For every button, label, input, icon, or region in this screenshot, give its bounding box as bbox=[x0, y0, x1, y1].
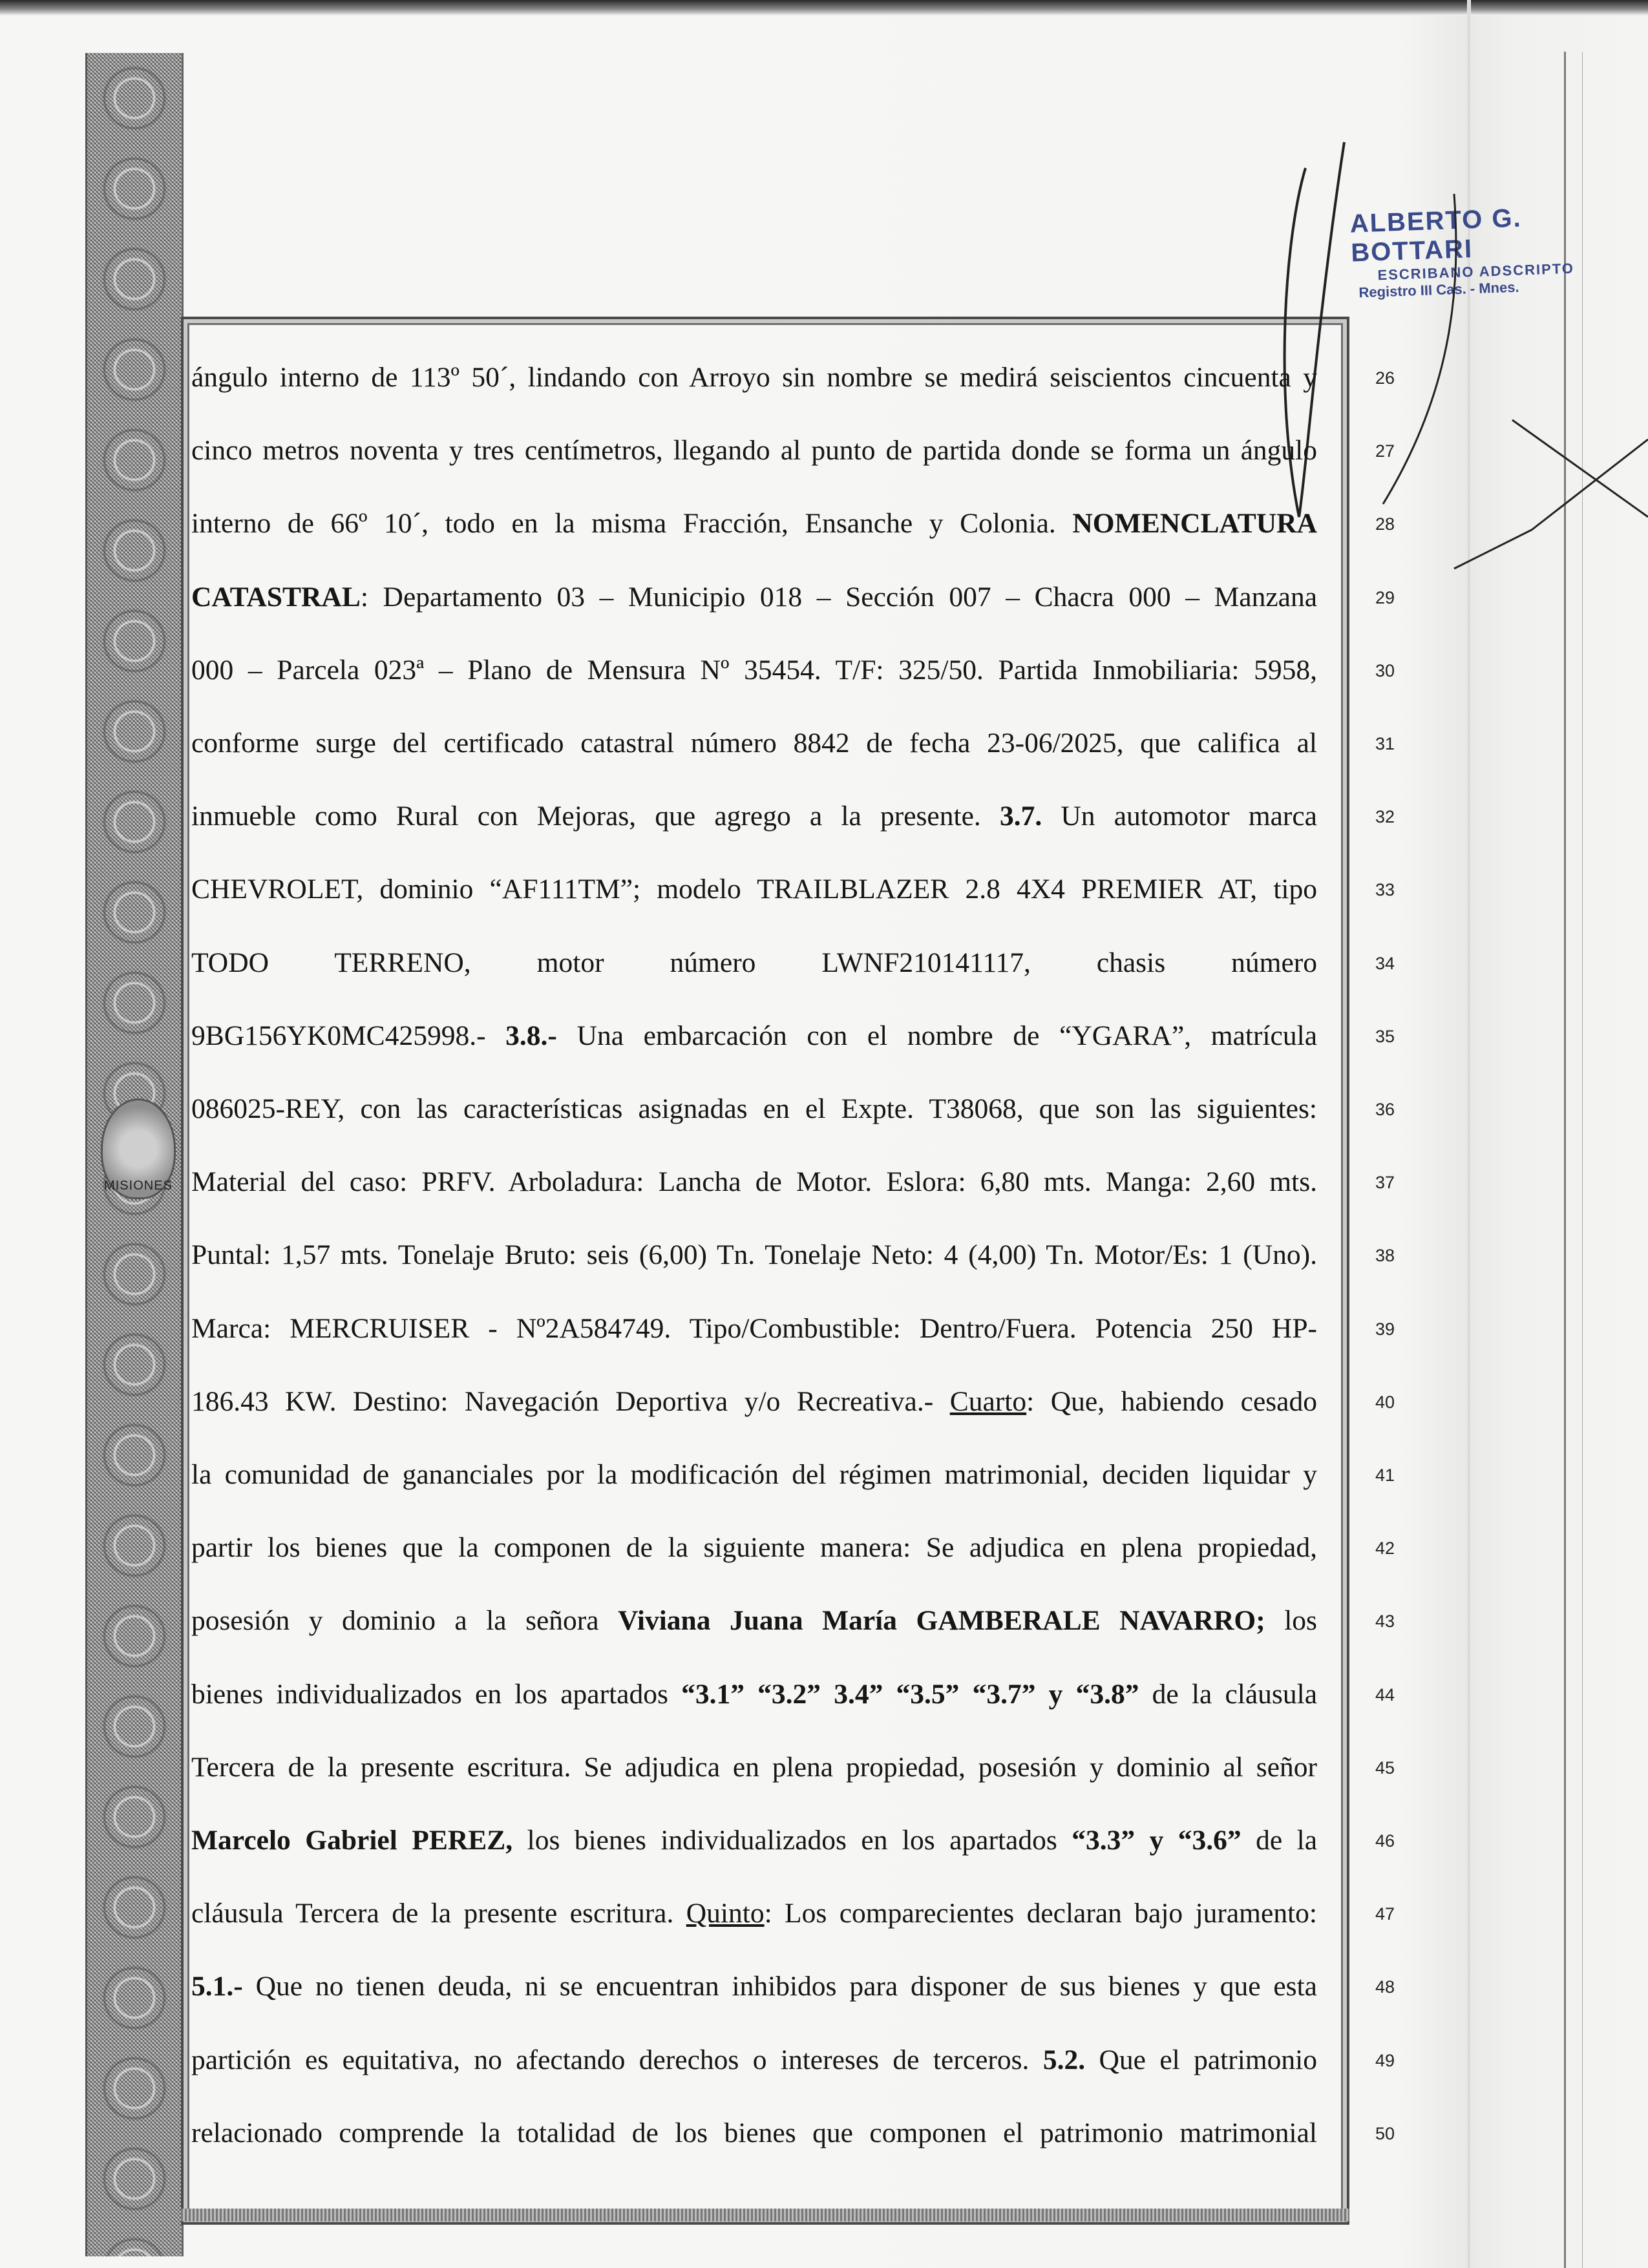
line-number: 32 bbox=[1375, 807, 1395, 827]
text-segment: Marca: MERCRUISER - Nº2A584749. Tipo/Combustible: Dentro/Fuera. Potencia 250 HP- bbox=[191, 1312, 1317, 1344]
text-line bbox=[191, 647, 1317, 693]
text-segment: Puntal: 1,57 mts. Tonelaje Bruto: seis (6,00) Tn. Tonelaje Neto: 4 (4,00) Tn. Motor/Es: 1 (Uno). bbox=[191, 1239, 1317, 1271]
text-segment: 186.43 KW. Destino: Navegación Deportiva y/o Recreativa.- bbox=[191, 1385, 950, 1417]
text-line bbox=[191, 2110, 1317, 2156]
line-number: 39 bbox=[1375, 1319, 1395, 1339]
text-segment: “3.1” “3.2” 3.4” “3.5” “3.7” y “3.8” bbox=[681, 1678, 1139, 1710]
line-number: 49 bbox=[1375, 2050, 1395, 2070]
text-segment: cláusula Tercera de la presente escritura. bbox=[191, 1898, 686, 1929]
text-segment: “3.3” y “3.6” bbox=[1072, 1825, 1241, 1856]
stamp-name: ALBERTO G. BOTTARI bbox=[1349, 204, 1523, 268]
line-number: 33 bbox=[1375, 880, 1395, 900]
text-line bbox=[191, 1524, 1317, 1571]
text-segment: : Los comparecientes declaran bajo juramento: bbox=[764, 1898, 1317, 1929]
line-number: 43 bbox=[1375, 1612, 1395, 1632]
text-segment: inmueble como Rural con Mejoras, que agrego a la presente. bbox=[191, 801, 1000, 832]
text-line bbox=[191, 940, 1317, 986]
line-number: 36 bbox=[1375, 1100, 1395, 1119]
text-segment: Cuarto bbox=[949, 1385, 1027, 1417]
text-segment: los bbox=[1265, 1605, 1317, 1637]
text-line bbox=[191, 1890, 1317, 1937]
text-line bbox=[191, 1232, 1317, 1278]
text-segment: : Departamento 03 – Municipio 018 – Sección 007 – Chacra 000 – Manzana bbox=[360, 581, 1317, 613]
text-segment: interno de 66º 10´, todo en la misma Fracción, Ensanche y Colonia. bbox=[191, 508, 1073, 540]
line-number: 38 bbox=[1375, 1246, 1395, 1266]
text-segment: Marcelo Gabriel PEREZ, bbox=[191, 1825, 513, 1856]
text-segment: CATASTRAL bbox=[191, 581, 361, 613]
text-segment: de la bbox=[1241, 1825, 1317, 1856]
line-number: 40 bbox=[1375, 1392, 1395, 1412]
line-number: 50 bbox=[1375, 2123, 1395, 2143]
stamp-registry: Registro III Cas. - Mnes. bbox=[1358, 278, 1519, 301]
text-segment: 5.1.- bbox=[191, 1971, 243, 2002]
line-number: 26 bbox=[1375, 368, 1395, 388]
text-segment: los bienes individualizados en los apartados bbox=[512, 1825, 1072, 1856]
text-segment: NOMENCLATURA bbox=[1072, 508, 1317, 540]
text-segment: 5.2. bbox=[1042, 2044, 1086, 2075]
text-segment: Material del caso: PRFV. Arboladura: Lancha de Motor. Eslora: 6,80 mts. Manga: 2,60 mts. bbox=[191, 1166, 1317, 1198]
text-segment: 3.7. bbox=[999, 801, 1042, 832]
line-number: 35 bbox=[1375, 1026, 1395, 1046]
text-segment: ángulo interno de 113º 50´, lindando con Arroyo sin nombre se medirá seiscientos cincuenta y bbox=[191, 362, 1317, 393]
text-line bbox=[191, 720, 1317, 766]
text-segment: Quinto bbox=[686, 1898, 765, 1929]
text-segment: cinco metros noventa y tres centímetros, llegando al punto de partida donde se forma un ángulo bbox=[191, 435, 1317, 467]
line-number: 45 bbox=[1375, 1758, 1395, 1778]
line-number: 37 bbox=[1375, 1173, 1395, 1193]
text-line bbox=[191, 1378, 1317, 1425]
text-segment: conforme surge del certificado catastral número 8842 de fecha 23-06/2025, que califica al bbox=[191, 728, 1317, 759]
text-line bbox=[191, 1963, 1317, 2010]
text-line bbox=[191, 1305, 1317, 1352]
line-number: 31 bbox=[1375, 734, 1395, 753]
line-number: 28 bbox=[1375, 514, 1395, 534]
text-segment: CHEVROLET, dominio “AF111TM”; modelo TRAILBLAZER 2.8 4X4 PREMIER AT, tipo bbox=[191, 874, 1317, 905]
line-number: 30 bbox=[1375, 660, 1395, 680]
stamp-title: ESCRIBANO ADSCRIPTO bbox=[1377, 260, 1575, 284]
text-segment: partir los bienes que la componen de la siguiente manera: Se adjudica en plena propiedad, bbox=[191, 1532, 1317, 1564]
line-number: 29 bbox=[1375, 587, 1395, 607]
text-segment: 000 – Parcela 023ª – Plano de Mensura Nº 35454. T/F: 325/50. Partida Inmobiliaria: 5958, bbox=[191, 654, 1317, 686]
text-line bbox=[191, 1451, 1317, 1498]
text-line bbox=[191, 1744, 1317, 1790]
text-line bbox=[191, 866, 1317, 912]
text-segment: : Que, habiendo cesado bbox=[1026, 1385, 1317, 1417]
text-segment: Viviana Juana María GAMBERALE NAVARRO; bbox=[618, 1605, 1265, 1637]
text-segment: de la cláusula bbox=[1139, 1678, 1317, 1710]
line-number: 27 bbox=[1375, 441, 1395, 461]
line-number: 44 bbox=[1375, 1685, 1395, 1705]
text-line bbox=[191, 500, 1317, 547]
text-segment: Que no tienen deuda, ni se encuentran inhibidos para disponer de sus bienes y que esta bbox=[242, 1971, 1317, 2002]
text-line bbox=[191, 354, 1317, 401]
text-segment: 3.8.- bbox=[505, 1020, 557, 1051]
text-segment: la comunidad de gananciales por la modificación del régimen matrimonial, deciden liquidar y bbox=[191, 1459, 1317, 1490]
text-line bbox=[191, 1086, 1317, 1132]
handwritten-signature bbox=[1260, 116, 1648, 646]
text-segment: Tercera de la presente escritura. Se adjudica en plena propiedad, posesión y dominio al señor bbox=[191, 1751, 1317, 1783]
text-segment: 9BG156YK0MC425998.- bbox=[191, 1020, 506, 1051]
province-seal bbox=[101, 1098, 176, 1199]
text-line bbox=[191, 1597, 1317, 1644]
text-segment: relacionado comprende la totalidad de los bienes que componen el patrimonio matrimonial bbox=[191, 2117, 1317, 2148]
seal-label: MISIONES bbox=[104, 1179, 173, 1193]
text-segment: bienes individualizados en los apartados bbox=[191, 1678, 682, 1710]
text-line bbox=[191, 793, 1317, 839]
text-segment: Una embarcación con el nombre de “YGARA”, matrícula bbox=[556, 1020, 1317, 1051]
text-line bbox=[191, 574, 1317, 620]
text-line bbox=[191, 1159, 1317, 1205]
text-segment: Un automotor marca bbox=[1042, 801, 1317, 832]
text-segment: 086025-REY, con las características asignadas en el Expte. T38068, que son las siguientes: bbox=[191, 1093, 1317, 1124]
text-segment: posesión y dominio a la señora bbox=[191, 1605, 618, 1637]
line-number: 47 bbox=[1375, 1904, 1395, 1924]
text-line bbox=[191, 1671, 1317, 1717]
line-number: 34 bbox=[1375, 953, 1395, 973]
text-segment: Que el patrimonio bbox=[1085, 2044, 1317, 2075]
line-number: 41 bbox=[1375, 1465, 1395, 1485]
text-line bbox=[191, 2037, 1317, 2083]
line-number: 46 bbox=[1375, 1831, 1395, 1851]
scan-top-edge bbox=[0, 0, 1648, 16]
text-segment: partición es equitativa, no afectando derechos o intereses de terceros. bbox=[191, 2044, 1043, 2075]
text-line bbox=[191, 427, 1317, 474]
text-line bbox=[191, 1013, 1317, 1059]
line-number: 48 bbox=[1375, 1977, 1395, 1997]
line-number: 42 bbox=[1375, 1538, 1395, 1559]
frame-bottom-strip bbox=[181, 2209, 1349, 2221]
text-segment: TODO TERRENO, motor número LWNF210141117, chasis número bbox=[191, 947, 1317, 978]
text-line bbox=[191, 1817, 1317, 1864]
